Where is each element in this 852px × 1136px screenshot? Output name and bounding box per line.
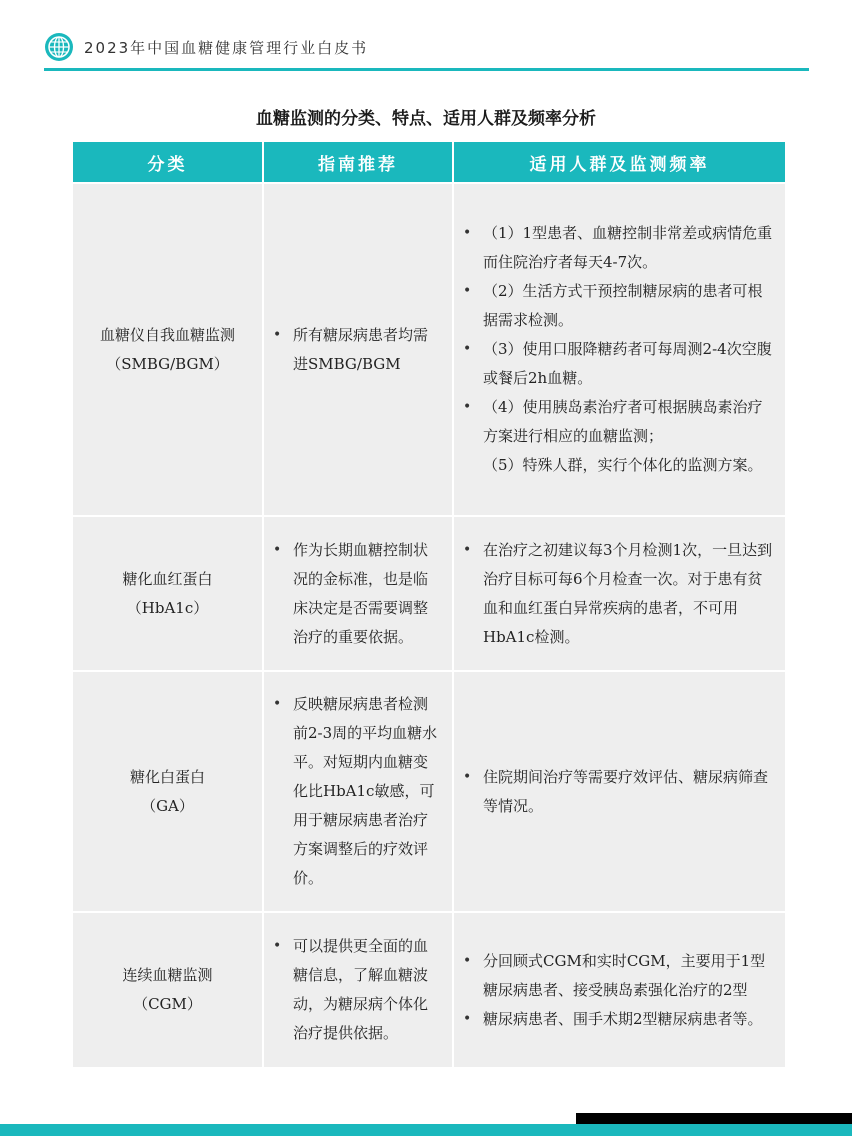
guide-cell <box>263 671 453 912</box>
frequency-cell <box>453 516 785 671</box>
category-cell <box>73 671 263 912</box>
table-row <box>73 516 785 671</box>
frequency-item: • 糖尿病患者、围手术期2型糖尿病患者等。 <box>483 1005 773 1034</box>
frequency-item: • 分回顾式CGM和实时CGM，主要用于1型糖尿病患者、接受胰岛素强化治疗的2型 <box>483 947 773 1005</box>
frequency-item: • （1）1型患者、血糖控制非常差或病情危重而住院治疗者每天4-7次。 <box>483 219 773 277</box>
category-abbr: （GA） <box>141 796 194 815</box>
table-row <box>73 671 785 912</box>
frequency-cell <box>453 912 785 1067</box>
guide-cell <box>263 912 453 1067</box>
category-cell <box>73 516 263 671</box>
guide-item: • 可以提供更全面的血糖信息，了解血糖波动，为糖尿病个体化治疗提供依据。 <box>293 932 442 1048</box>
frequency-item: • 在治疗之初建议每3个月检测1次，一旦达到治疗目标可每6个月检查一次。对于患有贫血和血红蛋白异常疾病的患者，不可用HbA1c检测。 <box>483 536 773 652</box>
frequency-cell <box>453 183 785 516</box>
category-abbr: （HbA1c） <box>126 598 209 617</box>
category-name: 糖化血红蛋白 <box>122 569 213 588</box>
table-row <box>73 183 785 516</box>
frequency-item: • （4）使用胰岛素治疗者可根据胰岛素治疗方案进行相应的血糖监测； <box>483 393 773 451</box>
table-header-row <box>73 142 785 183</box>
header-guide: 指南推荐 <box>263 142 453 183</box>
frequency-item: • （2）生活方式干预控制糖尿病的患者可根据需求检测。 <box>483 277 773 335</box>
guide-item: • 反映糖尿病患者检测前2-3周的平均血糖水平。对短期内血糖变化比HbA1c敏感，可用于糖尿病患者治疗方案调整后的疗效评价。 <box>293 690 442 893</box>
page-title: 血糖监测的分类、特点、适用人群及频率分析 <box>256 109 596 129</box>
footer-bar <box>0 1124 852 1136</box>
category-cell <box>73 183 263 516</box>
guide-item: • 作为长期血糖控制状况的金标准，也是临床决定是否需要调整治疗的重要依据。 <box>293 536 442 652</box>
category-name: 糖化白蛋白 <box>129 767 205 786</box>
header-title: 2023年中国血糖健康管理行业白皮书 <box>84 38 369 57</box>
monitoring-table <box>73 142 785 1067</box>
category-name: 血糖仪自我血糖监测 <box>99 325 235 344</box>
frequency-item: （5）特殊人群，实行个体化的监测方案。 <box>483 456 763 474</box>
guide-cell <box>263 516 453 671</box>
footer-accent-black <box>576 1113 852 1124</box>
frequency-cell <box>453 671 785 912</box>
page-header <box>44 32 368 62</box>
header-frequency: 适用人群及监测频率 <box>453 142 785 183</box>
category-name: 连续血糖监测 <box>122 966 213 984</box>
category-cell <box>73 912 263 1067</box>
table-row <box>73 912 785 1067</box>
globe-icon <box>44 32 74 62</box>
category-abbr: （SMBG/BGM） <box>106 354 229 373</box>
frequency-item: • 住院期间治疗等需要疗效评估、糖尿病筛查等情况。 <box>483 763 773 821</box>
header-divider <box>44 68 809 71</box>
header-category: 分类 <box>73 142 263 183</box>
guide-item: • 所有糖尿病患者均需进SMBG/BGM <box>293 321 442 379</box>
category-abbr: （CGM） <box>133 995 202 1013</box>
guide-cell <box>263 183 453 516</box>
frequency-item: • （3）使用口服降糖药者可每周测2-4次空腹或餐后2h血糖。 <box>483 335 773 393</box>
